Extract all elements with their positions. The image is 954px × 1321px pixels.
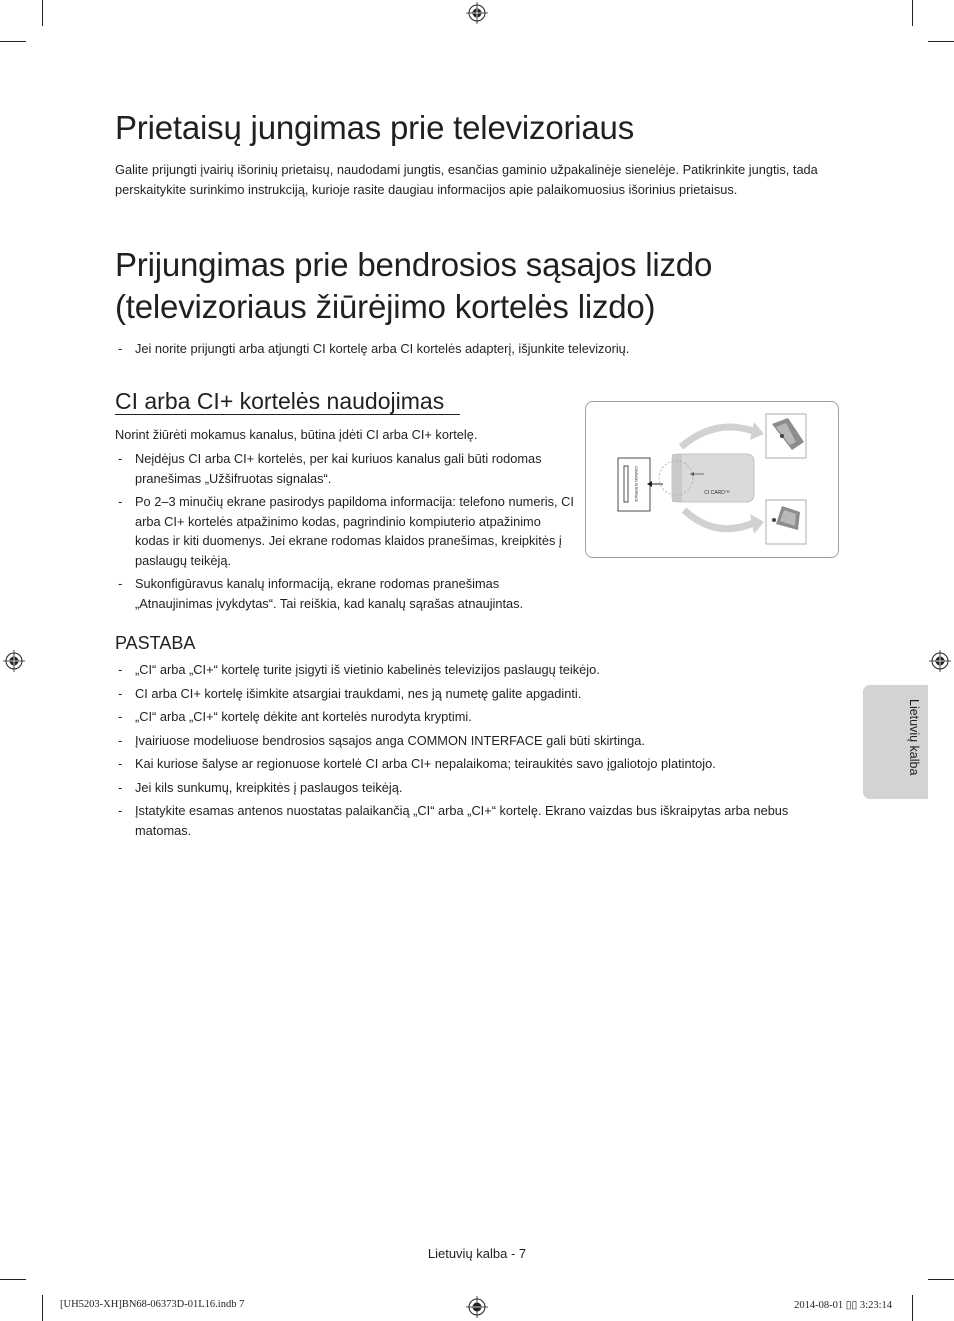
section-title-line1: Prijungimas prie bendrosios sąsajos lizdo [115, 246, 713, 283]
list-item-text: Jei kils sunkumų, kreipkitės į paslaugos teikėją. [135, 779, 403, 795]
ci-card-illustration [586, 402, 838, 557]
list-item-text: Kai kuriose šalyse ar regionuose kortelė CI arba CI+ nepalaikoma; teiraukitės savo įgaliotojo platintojo. [135, 756, 716, 771]
note-list [115, 660, 815, 844]
list-item [115, 707, 815, 727]
list-item-text: „CI“ arba „CI+“ kortelę dėkite ant kortelės nurodyta kryptimi. [135, 709, 472, 724]
registration-mark-icon [929, 650, 951, 672]
language-side-tab [863, 685, 928, 799]
list-item-text: Įstatykite esamas antenos nuostatas palaikančią „CI“ arba „CI+“ kortelę. Ekrano vaizdas bus iškraipytas arba nebus matomas. [135, 803, 789, 838]
language-side-tab-label: Lietuvių kalba [907, 699, 921, 776]
section-title-line2: (televizoriaus žiūrėjimo kortelės lizdo) [115, 288, 656, 325]
ci-heading: CI arba CI+ kortelės naudojimas [115, 388, 445, 414]
dash-marker: - [118, 576, 123, 591]
tv-slot-panel [618, 458, 650, 511]
dash-marker: - [118, 685, 123, 701]
list-item [115, 731, 815, 751]
dash-marker: - [118, 662, 123, 677]
page-footer: Lietuvių kalba - 7 [427, 1246, 527, 1261]
list-item-text: Sukonfigūravus kanalų informaciją, ekrane rodomas pranešimas „Atnaujinimas įvykdytas“. Tai reiškia, kad kanalų sąrašas atnaujintas. [135, 576, 524, 611]
list-item [115, 492, 575, 570]
list-item-text: Neįdėjus CI arba CI+ kortelės, per kai kuriuos kanalus gali būti rodomas pranešimas „Užšifruotas signalas“. [135, 451, 542, 486]
list-item [115, 778, 815, 798]
section-note [115, 339, 954, 359]
dash-marker: - [118, 779, 123, 795]
dash-marker: - [118, 709, 123, 724]
ci-card-figure [585, 401, 839, 558]
date-info: 2014-08-01 ▯▯ 3:23:14 [794, 1300, 892, 1311]
dash-marker: - [118, 803, 123, 818]
crop-mark [912, 0, 913, 26]
registration-mark-icon [466, 2, 488, 24]
ci-list [115, 449, 575, 617]
dash-marker: - [118, 341, 123, 356]
curved-arrow-top [681, 427, 756, 447]
crop-mark [928, 1279, 954, 1280]
list-item [115, 684, 815, 704]
dash-marker: - [118, 451, 123, 466]
slot-label: COMMON INTERFACE [634, 466, 638, 502]
crop-mark [912, 1295, 913, 1321]
crop-mark [42, 1295, 43, 1321]
list-item [115, 754, 815, 774]
ci-card-label: CI CARD™ [704, 490, 730, 496]
dash-marker: - [118, 756, 123, 771]
curved-arrow-bottom [684, 510, 756, 529]
crop-mark [0, 1279, 26, 1280]
section-title [115, 244, 712, 328]
ci-intro: Norint žiūrėti mokamus kanalus, būtina įdėti CI arba CI+ kortelę. [115, 427, 478, 442]
list-item-text: Įvairiuose modeliuose bendrosios sąsajos anga COMMON INTERFACE gali būti skirtinga. [135, 732, 645, 748]
list-item [115, 801, 815, 840]
file-info: [UH5203-XH]BN68-06373D-01L16.indb 7 [60, 1299, 245, 1310]
dash-marker: - [118, 732, 123, 748]
crop-mark [928, 41, 954, 42]
note-heading: PASTABA [115, 633, 196, 653]
registration-mark-icon [466, 1296, 488, 1318]
page-title: Prietaisų jungimas prie televizoriaus [115, 109, 635, 146]
ci-heading-underline [115, 414, 460, 415]
registration-mark-icon [3, 650, 25, 672]
list-item-text: CI arba CI+ kortelę išimkite atsargiai traukdami, nes ją numetę galite apgadinti. [135, 685, 582, 701]
list-item-text: „CI“ arba „CI+“ kortelę turite įsigyti iš vietinio kabelinės televizijos paslaugų teikėjo. [135, 662, 600, 677]
list-item [115, 574, 575, 613]
list-item-text: Po 2–3 minučių ekrane pasirodys papildoma informacija: telefono numeris, CI arba CI+ kortelės atpažinimo kodas, pagrindinio kompiuterio atpažinimo kodas ir kiti duomenys. Jei ekrane rodomas klaidos pranešimas, kreipkitės į paslaugų teikėją. [135, 494, 574, 568]
intro-paragraph: Galite prijungti įvairių išorinių prietaisų, naudodami jungtis, esančias gaminio užpakalinėje sienelėje. Patikrinkite jungtis, tada perskaitykite surinkimo instrukciją, kurioje rasite daugiau informacijos apie palaikomuosius išorinius prietaisus. [115, 162, 818, 197]
list-item [115, 660, 815, 680]
crop-mark [42, 0, 43, 26]
crop-mark [0, 41, 26, 42]
dash-marker: - [118, 494, 123, 509]
list-item [115, 449, 575, 488]
section-note-text: Jei norite prijungti arba atjungti CI kortelę arba CI kortelės adapterį, išjunkite televizorių. [135, 341, 630, 356]
